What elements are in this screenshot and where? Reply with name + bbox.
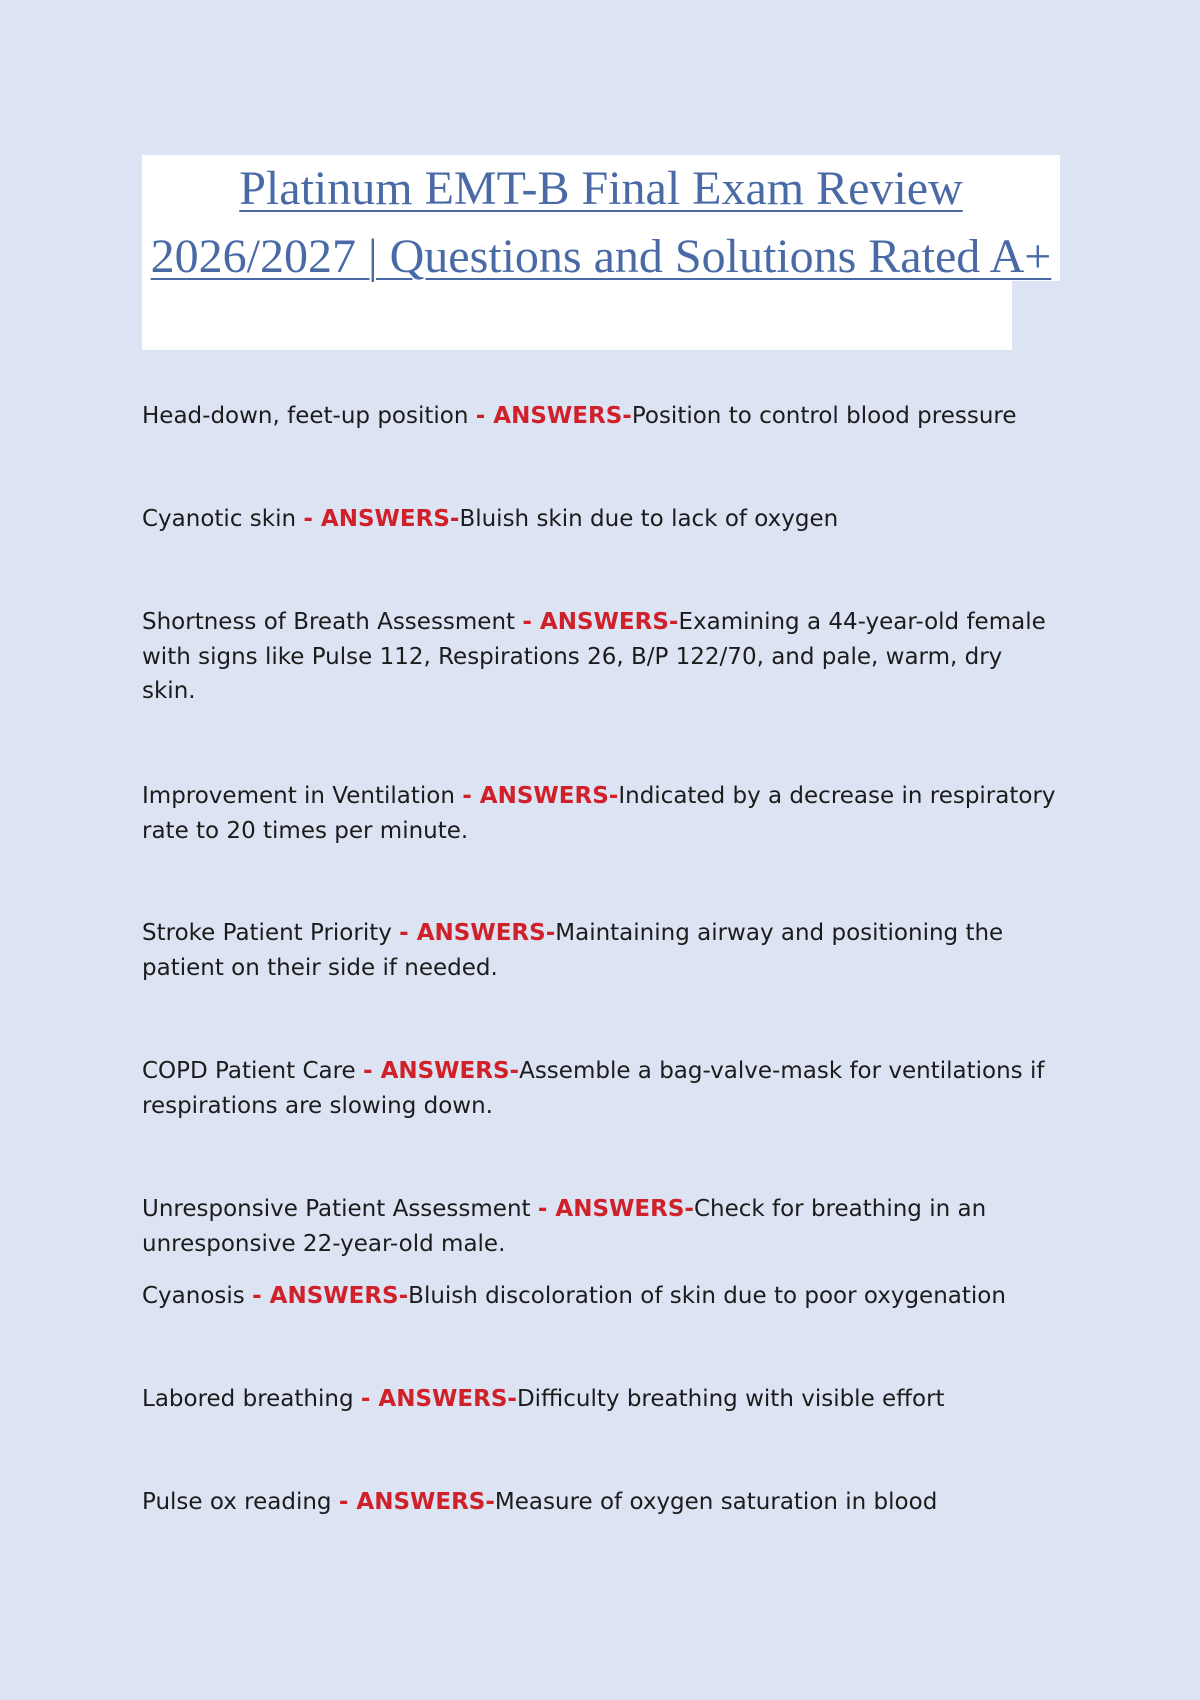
- qa-term: Pulse ox reading: [142, 1489, 339, 1515]
- qa-item: [142, 605, 1062, 709]
- qa-answer: Assemble a bag-valve-mask for ventilations if respirations are slowing down.: [142, 1058, 1045, 1119]
- qa-item: [142, 1054, 1062, 1123]
- qa-term: Cyanosis: [142, 1283, 253, 1309]
- qa-item: [142, 1192, 1062, 1261]
- answer-marker: - ANSWERS-: [462, 783, 619, 809]
- qa-term: Stroke Patient Priority: [142, 920, 400, 946]
- qa-answer: Bluish skin due to lack of oxygen: [459, 506, 839, 532]
- qa-answer: Difficulty breathing with visible effort: [516, 1386, 945, 1412]
- qa-answer: Measure of oxygen saturation in blood: [494, 1489, 938, 1515]
- document-title-line-1: Platinum EMT-B Final Exam Review: [239, 162, 963, 215]
- qa-answer: Position to control blood pressure: [631, 403, 1017, 429]
- answer-marker: - ANSWERS-: [537, 1196, 694, 1222]
- answer-marker: - ANSWERS-: [360, 1386, 517, 1412]
- answer-marker: - ANSWERS-: [363, 1058, 520, 1084]
- qa-item: [142, 916, 1062, 985]
- document-title: [142, 155, 1060, 291]
- answer-marker: - ANSWERS-: [399, 920, 556, 946]
- qa-item: [142, 1485, 1062, 1520]
- qa-answer: Check for breathing in an unresponsive 22-year-old male.: [142, 1196, 987, 1257]
- qa-item: [142, 1382, 1062, 1417]
- qa-term: Shortness of Breath Assessment: [142, 609, 523, 635]
- answer-marker: - ANSWERS-: [475, 403, 632, 429]
- answer-marker: - ANSWERS-: [252, 1283, 409, 1309]
- document-title-line-2: 2026/2027 | Questions and Solutions Rated A+: [150, 230, 1052, 283]
- qa-answer: Maintaining airway and positioning the patient on their side if needed.: [142, 920, 1004, 981]
- qa-answer: Examining a 44-year-old female with signs like Pulse 112, Respirations 26, B/P 122/70, and pale, warm, dry skin.: [142, 609, 1046, 704]
- qa-term: Unresponsive Patient Assessment: [142, 1196, 538, 1222]
- answer-marker: - ANSWERS-: [303, 506, 460, 532]
- title-block: [142, 155, 1060, 350]
- answer-marker: - ANSWERS-: [338, 1489, 495, 1515]
- qa-item: [142, 779, 1062, 848]
- qa-term: COPD Patient Care: [142, 1058, 364, 1084]
- qa-answer: Indicated by a decrease in respiratory rate to 20 times per minute.: [142, 783, 1056, 844]
- qa-item: [142, 399, 1062, 434]
- answer-marker: - ANSWERS-: [522, 609, 679, 635]
- qa-term: Head-down, feet-up position: [142, 403, 476, 429]
- qa-answer: Bluish discoloration of skin due to poor oxygenation: [408, 1283, 1006, 1309]
- qa-term: Cyanotic skin: [142, 506, 304, 532]
- qa-term: Labored breathing: [142, 1386, 361, 1412]
- qa-term: Improvement in Ventilation: [142, 783, 463, 809]
- qa-item: [142, 1279, 1062, 1314]
- qa-item: [142, 502, 1062, 537]
